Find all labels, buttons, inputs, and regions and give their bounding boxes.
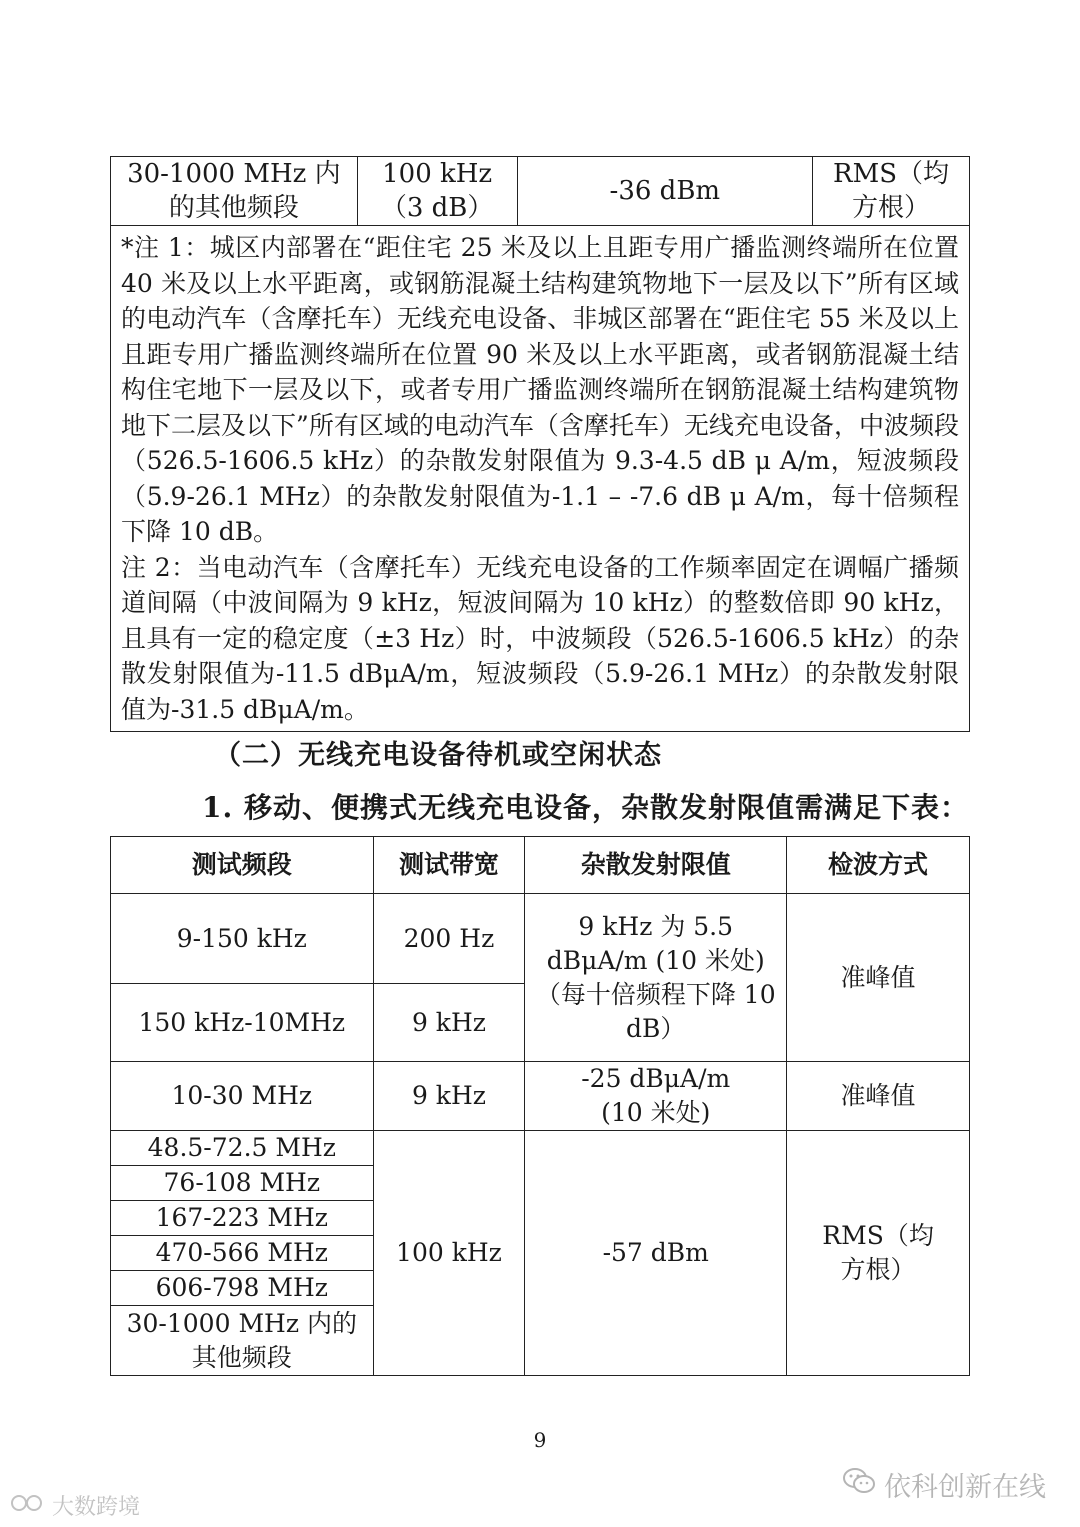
header-spurious-limit: 杂散发射限值	[525, 837, 787, 894]
watermark-logo-icon	[10, 1492, 46, 1520]
detector-cell: 准峰值	[787, 1062, 970, 1131]
band-cell: 470-566 MHz	[111, 1236, 374, 1271]
watermark-left-text: 大数跨境	[52, 1495, 141, 1520]
wechat-icon	[842, 1467, 876, 1502]
note-1: *注 1：城区内部署在“距住宅 25 米及以上且距专用广播监测终端所在位置 40 米及以上水平距离，或钢筋混凝土结构建筑物地下一层及以下”所有区域的电动汽车（含摩托车）无线充电设备、非城区部署在“距住宅 55 米及以上且距专用广播监测终端所在位置 90 米及以上水平距离，或者钢筋混凝土结构住宅地下一层及以下，或者专用广播监测终端所在钢筋混凝土结构建筑物地下二层及以下”所有区域的电动汽车（含摩托车）无线充电设备，中波频段（526.5-1606.5 kHz）的杂散发射限值为 9.3-4.5 dB μ A/m，短波频段（5.9-26.1 MHz）的杂散发射限值为-1.1 – -7.6 dB μ A/m，每十倍频程下降 10 dB。	[121, 233, 959, 546]
band-cell: 48.5-72.5 MHz	[111, 1131, 374, 1166]
limit-cell: -57 dBm	[525, 1131, 787, 1376]
subsection-heading: 1. 移动、便携式无线充电设备，杂散发射限值需满足下表：	[202, 791, 969, 824]
bandwidth-cell: 200 Hz	[373, 894, 525, 984]
band-cell: 9-150 kHz	[111, 894, 374, 984]
watermark-right-text: 依科创新在线	[884, 1472, 1046, 1503]
band-cell: 76-108 MHz	[111, 1166, 374, 1201]
limit-cell: 9 kHz 为 5.5 dBμA/m (10 米处)（每十倍频程下降 10 dB）	[525, 894, 787, 1062]
detector-cell: 准峰值	[787, 894, 970, 1062]
watermark-right	[842, 1465, 1046, 1504]
band-cell: 10-30 MHz	[111, 1062, 374, 1131]
section-heading: （二）无线充电设备待机或空闲状态	[214, 740, 662, 771]
watermark-left	[10, 1490, 140, 1521]
header-detector: 检波方式	[787, 837, 970, 894]
page-number: 9	[533, 1428, 547, 1452]
note-2: 注 2：当电动汽车（含摩托车）无线充电设备的工作频率固定在调幅广播频道间隔（中波间隔为 9 kHz，短波间隔为 10 kHz）的整数倍即 90 kHz，且具有一定的稳定度（±3 Hz）时，中波频段（526.5-1606.5 kHz）的杂散发射限值为-11.5 dBμA/m，短波频段（5.9-26.1 MHz）的杂散发射限值为-31.5 dBμA/m。	[121, 552, 959, 724]
limit-cell: -25 dBμA/m (10 米处)	[525, 1062, 787, 1131]
standby-spurious-limit-table	[110, 836, 970, 1376]
header-test-bandwidth: 测试带宽	[373, 837, 525, 894]
bandwidth-cell: 9 kHz	[373, 1062, 525, 1131]
header-test-band: 测试频段	[111, 837, 374, 894]
bandwidth-cell: 100 kHz（3 dB）	[357, 157, 517, 226]
band-cell: 30-1000 MHz 内的其他频段	[111, 1306, 374, 1376]
band-cell: 150 kHz-10MHz	[111, 984, 374, 1062]
bandwidth-cell: 100 kHz	[373, 1131, 525, 1376]
bandwidth-cell: 9 kHz	[373, 984, 525, 1062]
spurious-limit-table-continued	[110, 156, 970, 732]
detector-cell: RMS（均方根）	[787, 1131, 970, 1376]
band-cell: 606-798 MHz	[111, 1271, 374, 1306]
detector-cell: RMS（均方根）	[813, 157, 970, 226]
table-notes	[111, 226, 970, 732]
band-cell: 30-1000 MHz 内的其他频段	[111, 157, 358, 226]
band-cell: 167-223 MHz	[111, 1201, 374, 1236]
limit-cell: -36 dBm	[517, 157, 813, 226]
